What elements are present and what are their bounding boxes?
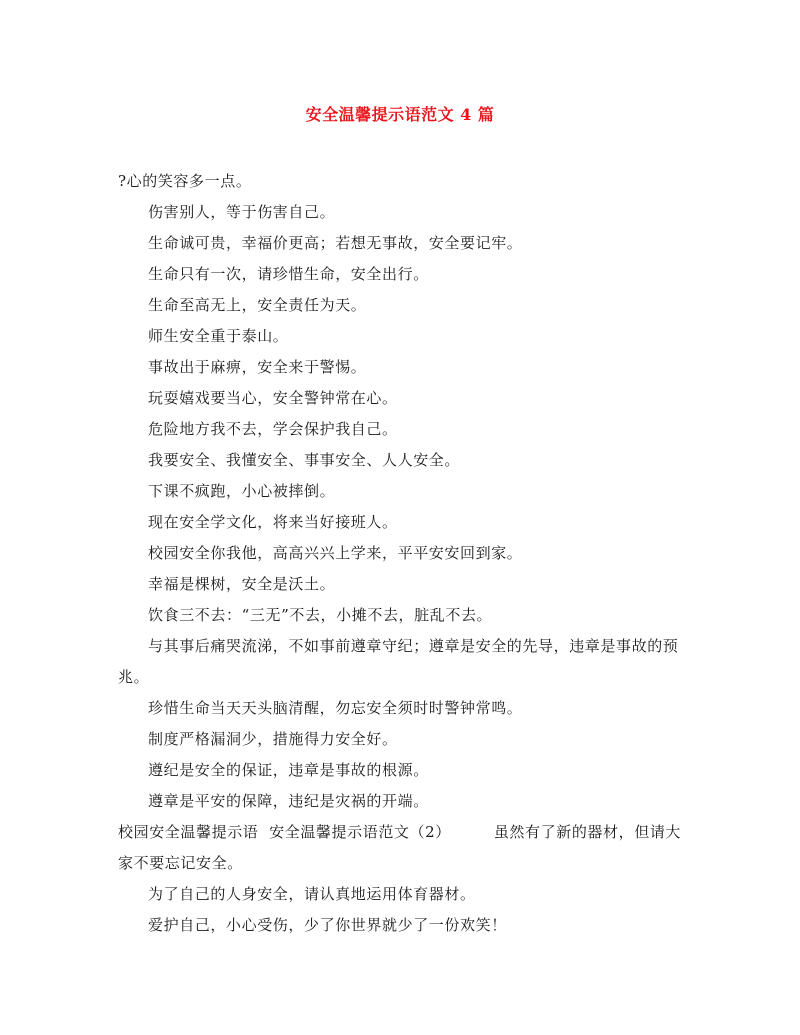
text-line: 家不要忘记安全。: [118, 854, 243, 872]
text-line: 为了自己的人身安全，请认真地运用体育器材。: [148, 885, 476, 903]
text-line: 爱护自己，小心受伤，少了你世界就少了一份欢笑！: [148, 916, 507, 934]
document-title: 安全温馨提示语范文 4 篇: [305, 105, 495, 124]
text-line: 生命只有一次，请珍惜生命，安全出行。: [148, 265, 429, 283]
text-line: 制度严格漏洞少，措施得力安全好。: [148, 730, 398, 748]
text-line: 遵章是平安的保障，违纪是灾祸的开端。: [148, 792, 429, 810]
text-line: 事故出于麻痹，安全来于警惕。: [148, 358, 367, 376]
text-line: 幸福是棵树，安全是沃土。: [148, 575, 336, 593]
text-line: ?心的笑容多一点。: [118, 172, 252, 190]
text-line: 珍惜生命当天天头脑清醒，勿忘安全须时时警钟常鸣。: [148, 699, 523, 717]
text-line: 与其事后痛哭流涕，不如事前遵章守纪；遵章是安全的先导，违章是事故的预: [148, 637, 679, 655]
text-line: 下课不疯跑，小心被摔倒。: [148, 482, 336, 500]
text-line: 遵纪是安全的保证，违章是事故的根源。: [148, 761, 429, 779]
text-line: 玩耍嬉戏要当心，安全警钟常在心。: [148, 389, 398, 407]
text-line: 现在安全学文化，将来当好接班人。: [148, 513, 398, 531]
text-line: 伤害别人，等于伤害自己。: [148, 203, 336, 221]
text-line: 校园安全温馨提示语 安全温馨提示语范文（2） 虽然有了新的器材，但请大: [118, 823, 682, 841]
text-line: 饮食三不去：“三无”不去，小摊不去，脏乱不去。: [148, 606, 493, 624]
document-body: [118, 166, 684, 941]
text-line: 生命诚可贵，幸福价更高；若想无事故，安全要记牢。: [148, 234, 523, 252]
text-line: 校园安全你我他，高高兴兴上学来，平平安安回到家。: [148, 544, 523, 562]
text-line: 危险地方我不去，学会保护我自己。: [148, 420, 398, 438]
text-line: 兆。: [118, 668, 150, 686]
text-line: 师生安全重于泰山。: [148, 327, 289, 345]
text-line: 生命至高无上，安全责任为天。: [148, 296, 367, 314]
text-line: 我要安全、我懂安全、事事安全、人人安全。: [148, 451, 461, 469]
